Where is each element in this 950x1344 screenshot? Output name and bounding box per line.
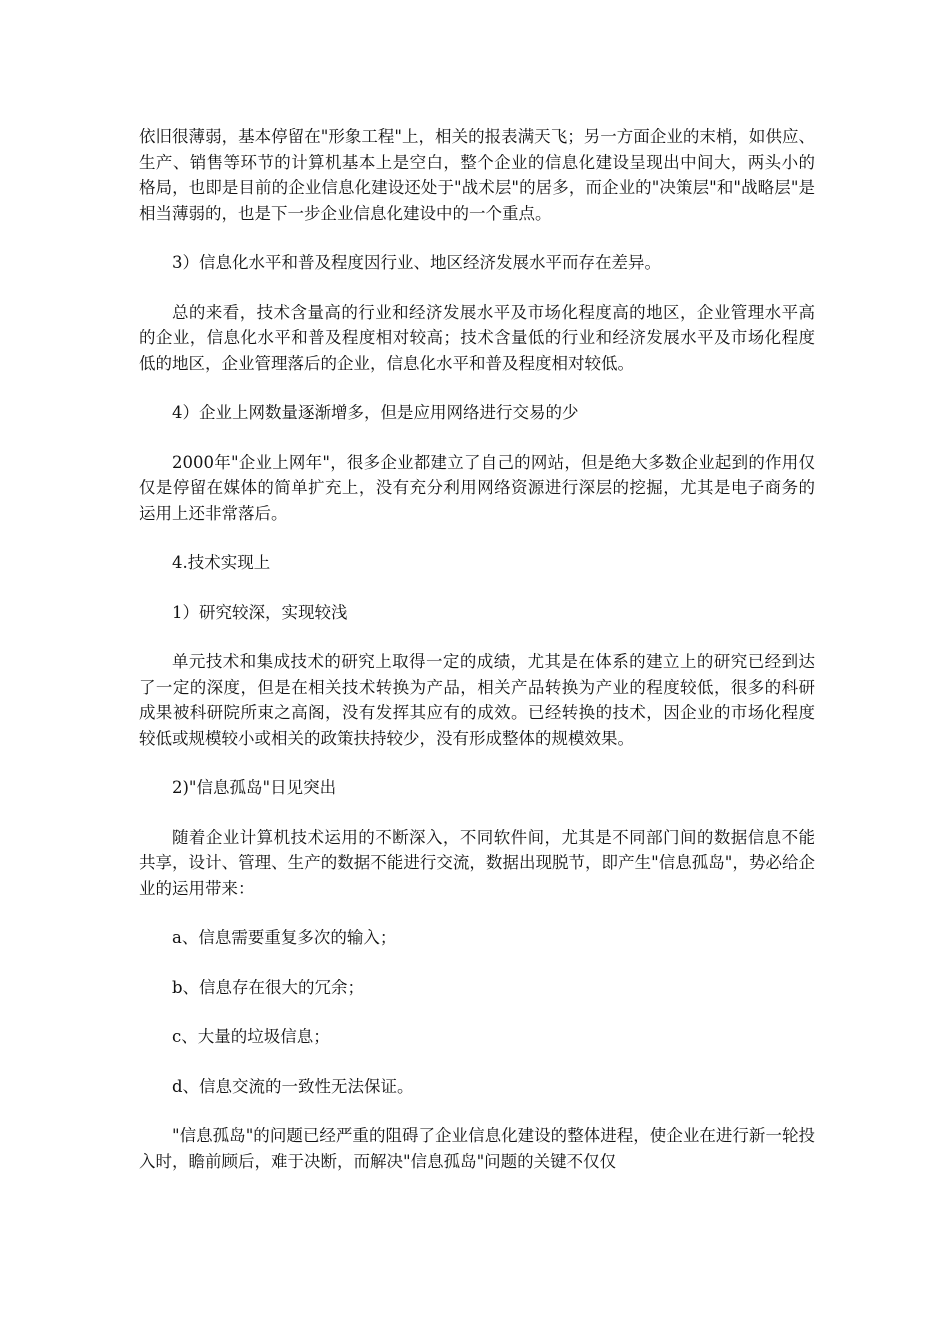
list-item-c: c、大量的垃圾信息； <box>172 1027 330 1046</box>
subheading-4: 4）企业上网数量逐渐增多，但是应用网络进行交易的少 <box>172 403 579 422</box>
subheading-3: 3）信息化水平和普及程度因行业、地区经济发展水平而存在差异。 <box>172 253 661 272</box>
section-heading: 4.技术实现上 <box>172 553 271 572</box>
list-item-d: d、信息交流的一致性无法保证。 <box>172 1076 414 1096</box>
document-page <box>139 124 815 1198</box>
paragraph: 随着企业计算机技术运用的不断深入，不同软件间，尤其是不同部门间的数据信息不能共享，设计、管理、生产的数据不能进行交流，数据出现脱节，即产生"信息孤岛"，势必给企业的运用带来： <box>139 827 815 898</box>
paragraph: "信息孤岛"的问题已经严重的阻碍了企业信息化建设的整体进程，使企业在进行新一轮投入时，瞻前顾后，难于决断，而解决"信息孤岛"问题的关键不仅仅 <box>139 1126 815 1171</box>
paragraph: 2000年"企业上网年"，很多企业都建立了自己的网站，但是绝大多数企业起到的作用仅仅是停留在媒体的简单扩充上，没有充分利用网络资源进行深层的挖掘，尤其是电子商务的运用上还非常落后。 <box>139 452 815 523</box>
list-item-a: a、信息需要重复多次的输入； <box>172 928 397 947</box>
subheading-1: 1）研究较深，实现较浅 <box>172 602 348 622</box>
paragraph-continued: 依旧很薄弱，基本停留在"形象工程"上，相关的报表满天飞；另一方面企业的末梢，如供应、生产、销售等环节的计算机基本上是空白，整个企业的信息化建设呈现出中间大，两头小的格局，也即是目前的企业信息化建设还处于"战术层"的居多，而企业的"决策层"和"战略层"是相当薄弱的，也是下一步企业信息化建设中的一个重点。 <box>139 127 815 223</box>
subheading-2: 2)"信息孤岛"日见突出 <box>172 778 337 797</box>
list-item-b: b、信息存在很大的冗余； <box>172 977 365 997</box>
paragraph: 总的来看，技术含量高的行业和经济发展水平及市场化程度高的地区，企业管理水平高的企业，信息化水平和普及程度相对较高；技术含量低的行业和经济发展水平及市场化程度低的地区，企业管理落后的企业，信息化水平和普及程度相对较低。 <box>139 302 815 373</box>
paragraph: 单元技术和集成技术的研究上取得一定的成绩，尤其是在体系的建立上的研究已经到达了一定的深度，但是在相关技术转换为产品，相关产品转换为产业的程度较低，很多的科研成果被科研院所束之高阁，没有发挥其应有的成效。已经转换的技术，因企业的市场化程度较低或规模较小或相关的政策扶持较少，没有形成整体的规模效果。 <box>139 652 815 748</box>
